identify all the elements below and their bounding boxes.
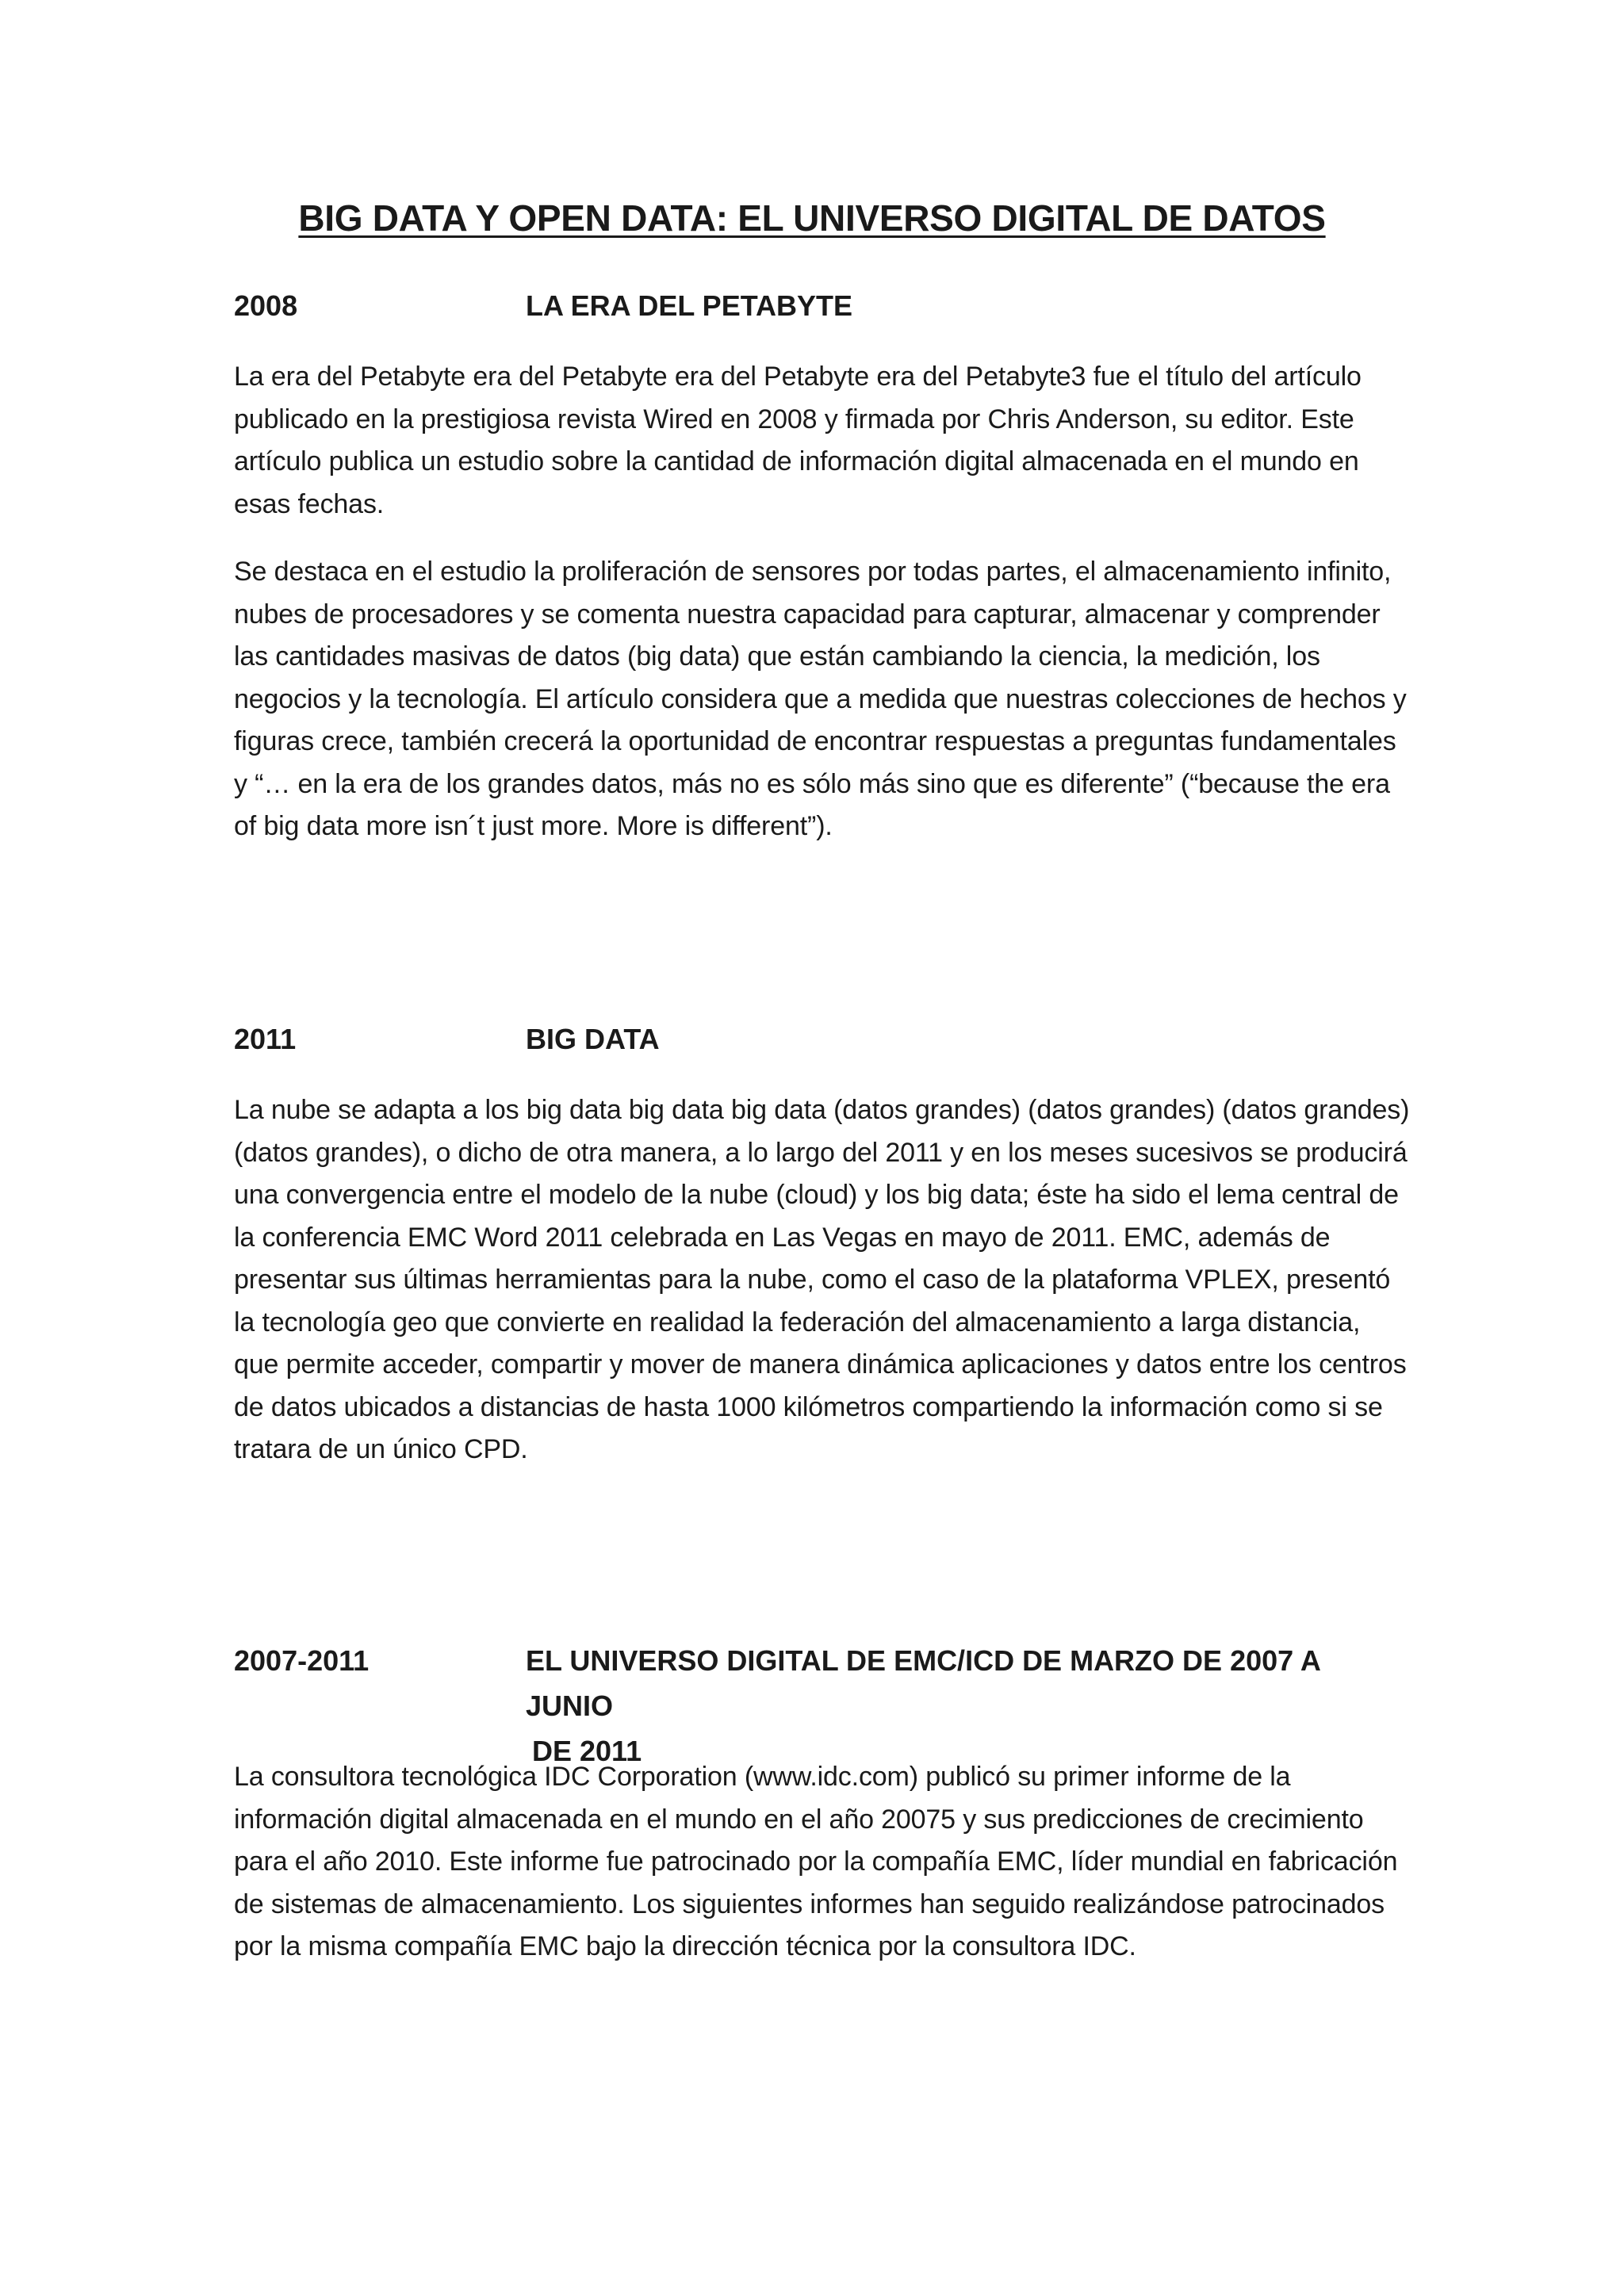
section-heading: LA ERA DEL PETABYTE xyxy=(526,289,853,322)
paragraph: Se destaca en el estudio la proliferación de sensores por todas partes, el almacenamiento infinito, nubes de procesadores y se comenta nuestra capacidad para capturar, almacenar y comprender las cantidades masivas de datos (big data) que están cambiando la ciencia, la medición, los negocios y la tecnología. El artículo considera que a medida que nuestras colecciones de hechos y figuras crece, también crecerá la oportunidad de encontrar respuestas a preguntas fundamentales y “… en la era de los grandes datos, más no es sólo más sino que es diferente” (“because the era of big data more isn´t just more. More is different”). xyxy=(234,557,1407,841)
section-year: 2011 xyxy=(234,1023,297,1055)
paragraph: La consultora tecnológica IDC Corporation (www.idc.com) publicó su primer informe de la información digital almacenada en el mundo en el año 20075 y sus predicciones de crecimiento para el año 2010. Este informe fue patrocinado por la compañía EMC, líder mundial en fabricación de sistemas de almacenamiento. Los siguientes informes han seguido realizándose patrocinados por la misma compañía EMC bajo la dirección técnica por la consultora IDC. xyxy=(234,1762,1398,1961)
section-heading: BIG DATA xyxy=(526,1023,660,1055)
paragraph: La era del Petabyte era del Petabyte era del Petabyte era del Petabyte3 fue el título del artículo publicado en la prestigiosa revista Wired en 2008 y firmada por Chris Anderson, su editor. Este artículo publica un estudio sobre la cantidad de información digital almacenada en el mundo en esas fechas. xyxy=(234,362,1362,519)
section-heading xyxy=(526,1638,1414,1774)
paragraph: La nube se adapta a los big data big data big data (datos grandes) (datos grandes) (datos grandes) (datos grandes), o dicho de otra manera, a lo largo del 2011 y en los meses sucesivos se producirá una convergencia entre el modelo de la nube (cloud) y los big data; éste ha sido el lema central de la conferencia EMC Word 2011 celebrada en Las Vegas en mayo de 2011. EMC, además de presentar sus últimas herramientas para la nube, como el caso de la plataforma VPLEX, presentó la tecnología geo que convierte en realidad la federación del almacenamiento a larga distancia, que permite acceder, compartir y mover de manera dinámica aplicaciones y datos entre los centros de datos ubicados a distancias de hasta 1000 kilómetros compartiendo la información como si se tratara de un único CPD. xyxy=(234,1095,1410,1464)
section-year: 2008 xyxy=(234,289,298,322)
section-heading-line-2: DE 2011 xyxy=(532,1735,642,1767)
document-title: BIG DATA Y OPEN DATA: EL UNIVERSO DIGITAL DE DATOS xyxy=(298,197,1326,239)
section-year: 2007-2011 xyxy=(234,1644,370,1677)
section-heading-line-1: EL UNIVERSO DIGITAL DE EMC/ICD DE MARZO DE 2007 A JUNIO xyxy=(526,1644,1320,1722)
